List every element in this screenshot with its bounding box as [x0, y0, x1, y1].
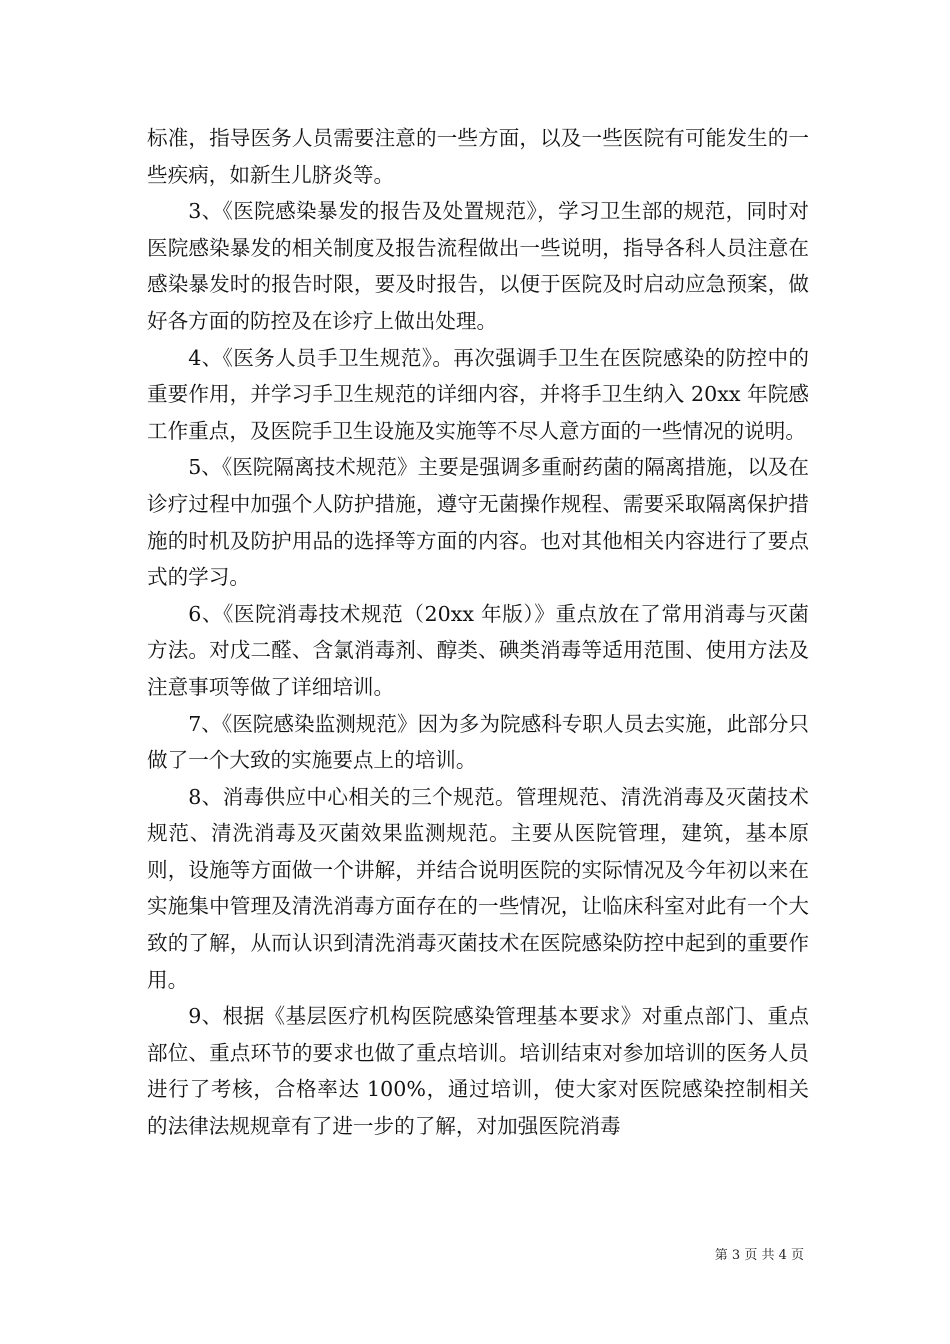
paragraph-item-4: 4、《医务人员手卫生规范》。再次强调手卫生在医院感染的防控中的重要作用，并学习手卫生规范的详细内容，并将手卫生纳入 20xx 年院感工作重点，及医院手卫生设施及实施等不尽人意方面的一些情况的说明。: [147, 345, 809, 443]
paragraph-item-7: 7、《医院感染监测规范》因为多为院感科专职人员去实施，此部分只做了一个大致的实施要点上的培训。: [147, 711, 809, 773]
page-number-footer: 第 3 页 共 4 页: [714, 1248, 804, 1263]
paragraph-continuation: 标准，指导医务人员需要注意的一些方面，以及一些医院有可能发生的一些疾病，如新生儿脐炎等。: [147, 126, 809, 187]
paragraph-item-9: 9、根据《基层医疗机构医院感染管理基本要求》对重点部门、重点部位、重点环节的要求也做了重点培训。培训结束对参加培训的医务人员进行了考核，合格率达 100%，通过培训，使大家对医院感染控制相关的法律法规规章有了进一步的了解，对加强医院消毒: [147, 1004, 809, 1139]
paragraph-item-6: 6、《医院消毒技术规范（20xx 年版）》重点放在了常用消毒与灭菌方法。对戊二醛、含氯消毒剂、醇类、碘类消毒等适用范围、使用方法及注意事项等做了详细培训。: [147, 601, 809, 699]
paragraph-item-3: 3、《医院感染暴发的报告及处置规范》，学习卫生部的规范，同时对医院感染暴发的相关制度及报告流程做出一些说明，指导各科人员注意在感染暴发时的报告时限，要及时报告，以便于医院及时启动应急预案，做好各方面的防控及在诊疗上做出处理。: [147, 199, 809, 333]
paragraph-item-8: 8、消毒供应中心相关的三个规范。管理规范、清洗消毒及灭菌技术规范、清洗消毒及灭菌效果监测规范。主要从医院管理，建筑，基本原则，设施等方面做一个讲解，并结合说明医院的实际情况及今年初以来在实施集中管理及清洗消毒方面存在的一些情况，让临床科室对此有一个大致的了解，从而认识到清洗消毒灭菌技术在医院感染防控中起到的重要作用。: [147, 784, 809, 992]
paragraph-item-5: 5、《医院隔离技术规范》主要是强调多重耐药菌的隔离措施，以及在诊疗过程中加强个人防护措施，遵守无菌操作规程、需要采取隔离保护措施的时机及防护用品的选择等方面的内容。也对其他相关内容进行了要点式的学习。: [147, 455, 809, 590]
document-body: [147, 120, 809, 1145]
